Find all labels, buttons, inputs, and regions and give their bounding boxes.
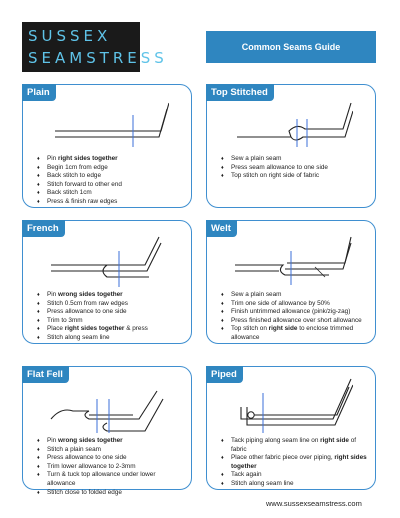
card-plain-title: Plain: [22, 84, 56, 101]
step-item: ♦ Press allowance to one side: [37, 308, 185, 317]
step-item: ♦ Sew a plain seam: [221, 291, 369, 300]
card-plain: [22, 84, 192, 208]
step-item: ♦ Press & finish raw edges: [37, 198, 185, 207]
step-item: ♦ Stitch 0.5cm from raw edges: [37, 300, 185, 309]
step-item: ♦ Pin right sides together: [37, 155, 185, 164]
step-item: ♦ Place other fabric piece over piping, right sides together: [221, 454, 369, 471]
card-piped-title: Piped: [206, 366, 243, 383]
welt-seam-diagram: [233, 229, 353, 291]
plain-steps: [37, 155, 185, 207]
flatfell-steps: [37, 437, 185, 497]
step-item: ♦ Pin wrong sides together: [37, 291, 185, 300]
guide-title-banner: [206, 31, 376, 63]
topstitched-seam-diagram: [233, 93, 353, 155]
step-item: ♦ Stitch along seam line: [37, 334, 185, 343]
card-welt: [206, 220, 376, 344]
step-item: ♦ Sew a plain seam: [221, 155, 369, 164]
card-french: [22, 220, 192, 344]
step-item: ♦ Press finished allowance over short allowance: [221, 317, 369, 326]
card-piped: [206, 366, 376, 490]
card-flatfell: [22, 366, 192, 496]
step-item: ♦ Press seam allowance to one side: [221, 164, 369, 173]
step-item: ♦ Trim to 3mm: [37, 317, 185, 326]
brand-logo: [22, 22, 168, 72]
topstitched-steps: [221, 155, 369, 181]
step-item: ♦ Trim lower allowance to 2-3mm: [37, 463, 185, 472]
brand-name-line1: SUSSEX: [28, 27, 112, 45]
step-item: ♦ Stitch along seam line: [221, 480, 369, 489]
card-topstitched: [206, 84, 376, 208]
step-item: ♦ Tack again: [221, 471, 369, 480]
step-item: ♦ Top stitch on right side to enclose trimmed allowance: [221, 325, 369, 342]
piped-seam-diagram: [233, 375, 353, 437]
card-flatfell-title: Flat Fell: [22, 366, 69, 383]
french-steps: [37, 291, 185, 343]
step-item: ♦ Stitch a plain seam: [37, 446, 185, 455]
card-topstitched-title: Top Stitched: [206, 84, 274, 101]
welt-steps: [221, 291, 369, 343]
step-item: ♦ Begin 1cm from edge: [37, 164, 185, 173]
card-french-title: French: [22, 220, 65, 237]
step-item: ♦ Back stitch to edge: [37, 172, 185, 181]
step-item: ♦ Press allowance to one side: [37, 454, 185, 463]
step-item: ♦ Tack piping along seam line on right side of fabric: [221, 437, 369, 454]
plain-seam-diagram: [49, 93, 169, 155]
guide-title: Common Seams Guide: [241, 42, 341, 52]
website-url: www.sussexseamstress.com: [266, 499, 362, 508]
brand-name-line2: SEAMSTRESS: [28, 49, 168, 67]
step-item: ♦ Trim one side of allowance by 50%: [221, 300, 369, 309]
french-seam-diagram: [49, 229, 169, 291]
step-item: ♦ Back stitch 1cm: [37, 189, 185, 198]
step-item: ♦ Finish untrimmed allowance (pink/zig-zag): [221, 308, 369, 317]
card-welt-title: Welt: [206, 220, 237, 237]
step-item: ♦ Stitch close to folded edge: [37, 489, 185, 498]
step-item: ♦ Pin wrong sides together: [37, 437, 185, 446]
step-item: ♦ Top stitch on right side of fabric: [221, 172, 369, 181]
piped-steps: [221, 437, 369, 489]
step-item: ♦ Place right sides together & press: [37, 325, 185, 334]
step-item: ♦ Stitch forward to other end: [37, 181, 185, 190]
step-item: ♦ Turn & tuck top allowance under lower allowance: [37, 471, 185, 488]
flatfell-seam-diagram: [49, 375, 169, 437]
